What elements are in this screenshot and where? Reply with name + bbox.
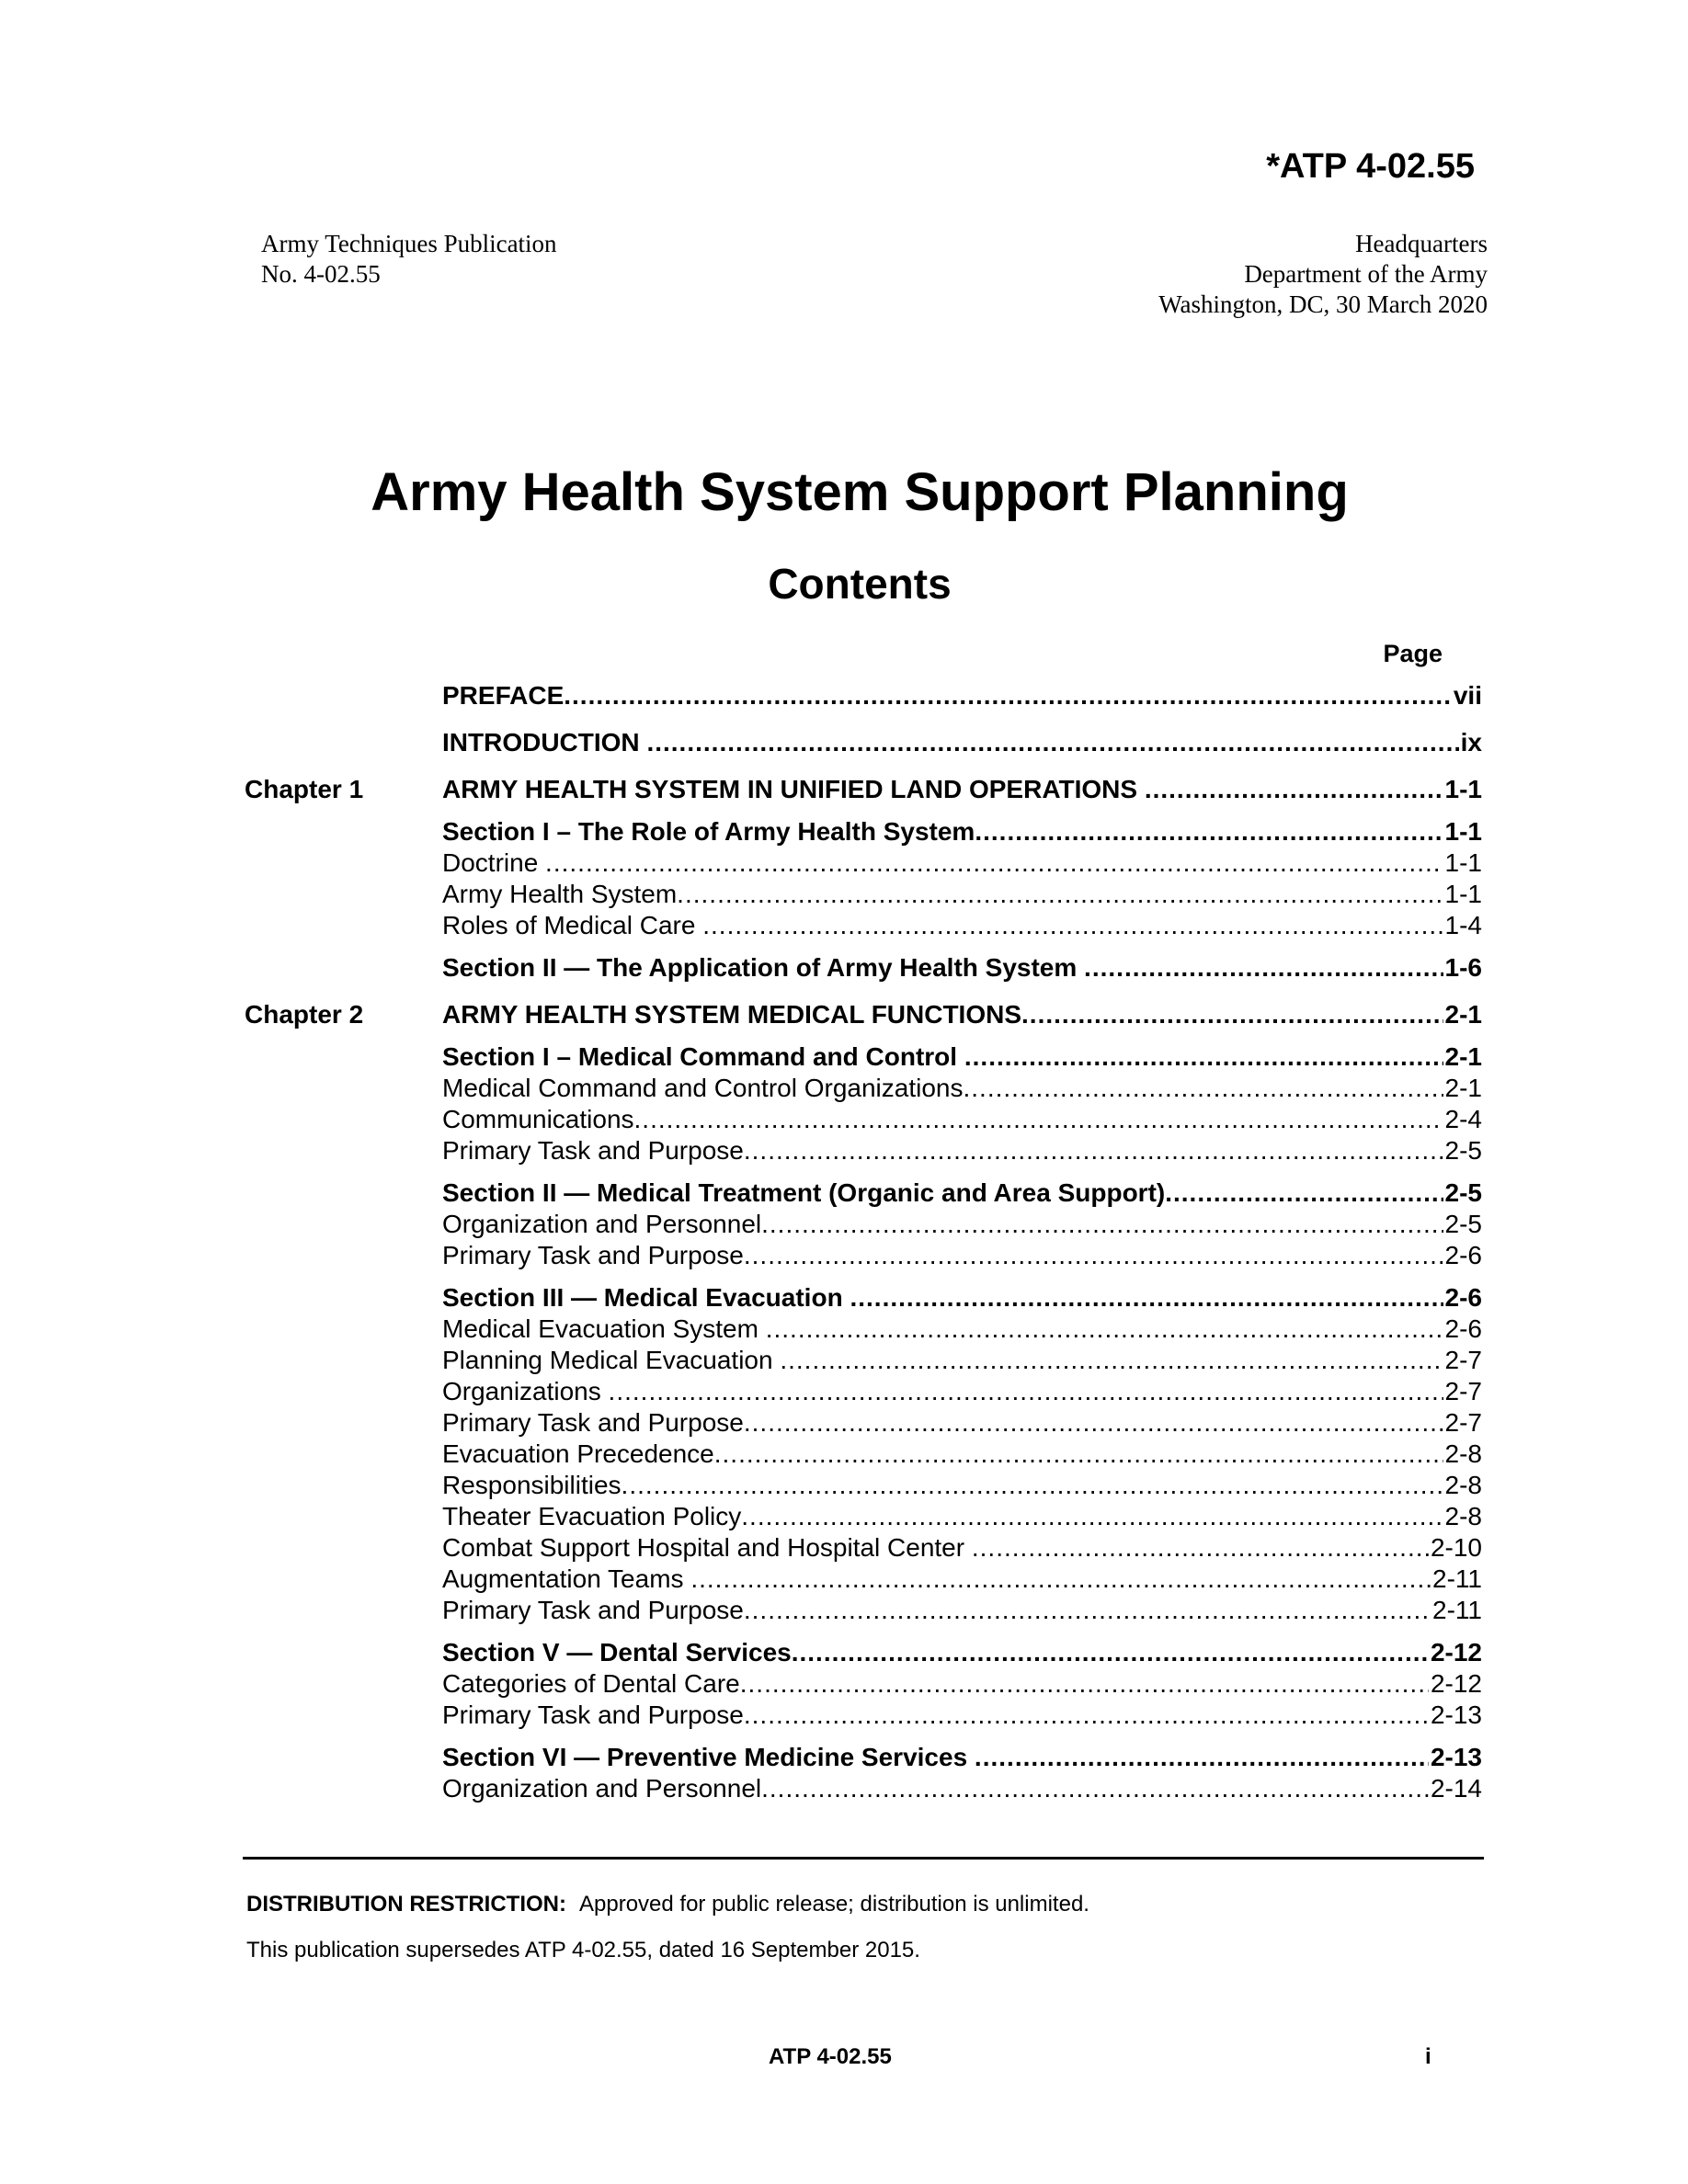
- toc-entry-line: [442, 680, 1482, 711]
- dot-leader: [1145, 774, 1443, 805]
- dot-leader: [714, 1439, 1443, 1470]
- toc-entry-page: ix: [1460, 728, 1482, 756]
- toc-entry[interactable]: [245, 879, 1482, 910]
- toc-entry[interactable]: [245, 1135, 1482, 1166]
- document-title: Army Health System Support Planning: [371, 462, 1349, 522]
- toc-entry-line: [442, 1407, 1482, 1439]
- toc-entry-page: 2-12: [1430, 1638, 1482, 1666]
- toc-entry-line: [442, 816, 1482, 847]
- toc-entry-title: Primary Task and Purpose: [442, 1701, 744, 1729]
- toc-entry-title: Planning Medical Evacuation: [442, 1346, 781, 1374]
- dot-leader: [609, 1376, 1443, 1407]
- toc-entry-page: 2-5: [1444, 1210, 1482, 1238]
- toc-entry-page: 2-8: [1444, 1471, 1482, 1499]
- toc-entry-line: [442, 1668, 1482, 1700]
- chapter-label: Chapter 2: [245, 1000, 364, 1029]
- toc-entry[interactable]: [245, 1209, 1482, 1240]
- toc-entry-page: 1-1: [1444, 817, 1482, 846]
- toc-entry-line: [442, 879, 1482, 910]
- distribution-label: DISTRIBUTION RESTRICTION:: [246, 1892, 566, 1917]
- toc-entry-title: Combat Support Hospital and Hospital Center: [442, 1533, 972, 1562]
- dot-leader: [964, 1073, 1443, 1104]
- dot-leader: [766, 1314, 1443, 1345]
- toc-entry-line: [442, 1439, 1482, 1470]
- toc-heading-entry[interactable]: [245, 816, 1482, 847]
- dot-leader: [792, 1637, 1429, 1668]
- toc-entry-line: [442, 1742, 1482, 1773]
- dot-leader: [741, 1501, 1443, 1532]
- toc-entry-page: 2-10: [1430, 1533, 1482, 1562]
- toc-entry-page: 2-14: [1430, 1774, 1482, 1803]
- toc-entry[interactable]: [245, 1501, 1482, 1532]
- chapter-label: Chapter 1: [245, 775, 364, 803]
- dot-leader: [744, 1240, 1443, 1271]
- dot-leader: [975, 1742, 1429, 1773]
- dot-leader: [761, 1773, 1429, 1804]
- dot-leader: [677, 879, 1443, 910]
- issuer-block: [1158, 229, 1488, 320]
- toc-entry-title: Responsibilities: [442, 1471, 622, 1499]
- toc-entry[interactable]: [245, 1240, 1482, 1271]
- dot-leader: [744, 1700, 1429, 1731]
- toc-entry-title: Primary Task and Purpose: [442, 1408, 744, 1437]
- toc-heading-entry[interactable]: [245, 1041, 1482, 1073]
- toc-entry-page: 1-1: [1444, 880, 1482, 908]
- dot-leader: [1165, 1177, 1443, 1209]
- toc-entry-title: Section I – Medical Command and Control: [442, 1042, 964, 1071]
- toc-entry[interactable]: [245, 1470, 1482, 1501]
- dot-leader: [761, 1209, 1443, 1240]
- toc-entry-page: 2-11: [1432, 1596, 1482, 1624]
- toc-entry-title: Section VI — Preventive Medicine Services: [442, 1743, 975, 1771]
- toc-entry-title: Medical Command and Control Organizations: [442, 1074, 964, 1102]
- toc-entry-line: [442, 1637, 1482, 1668]
- toc-entry-line: [442, 1564, 1482, 1595]
- toc-entry-title: Theater Evacuation Policy: [442, 1502, 742, 1530]
- toc-entry-title: INTRODUCTION: [442, 728, 647, 756]
- dot-leader: [564, 680, 1452, 711]
- toc-entry-title: Primary Task and Purpose: [442, 1136, 744, 1165]
- toc-entry-title: Section I – The Role of Army Health System: [442, 817, 975, 846]
- divider-rule: [243, 1857, 1484, 1860]
- toc-heading-entry[interactable]: [245, 727, 1482, 758]
- toc-entry[interactable]: [245, 1564, 1482, 1595]
- toc-entry-title: Section III — Medical Evacuation: [442, 1283, 850, 1312]
- toc-entry-line: [442, 1595, 1482, 1626]
- toc-entry-title: Section V — Dental Services: [442, 1638, 792, 1666]
- toc-entry-page: 2-7: [1444, 1346, 1482, 1374]
- publication-number: No. 4-02.55: [261, 260, 381, 288]
- toc-entry[interactable]: [245, 1773, 1482, 1804]
- issuer-department: Department of the Army: [1244, 260, 1488, 288]
- toc-entry-line: [442, 1073, 1482, 1104]
- toc-entry-line: [442, 1240, 1482, 1271]
- toc-entry-line: [442, 1314, 1482, 1345]
- dot-leader: [740, 1668, 1429, 1700]
- toc-entry-page: vii: [1453, 681, 1482, 710]
- toc-entry[interactable]: [245, 1700, 1482, 1731]
- publication-type: Army Techniques Publication: [261, 230, 557, 257]
- toc-entry-page: 2-6: [1444, 1314, 1482, 1343]
- dot-leader: [975, 816, 1443, 847]
- toc-entry-page: 1-1: [1444, 775, 1482, 803]
- toc-entry-line: [442, 1501, 1482, 1532]
- toc-entry-page: 2-1: [1444, 1074, 1482, 1102]
- toc-entry[interactable]: [245, 847, 1482, 879]
- toc-entry-page: 2-5: [1444, 1178, 1482, 1207]
- toc-entry-title: Augmentation Teams: [442, 1564, 691, 1593]
- toc-entry-page: 2-5: [1444, 1136, 1482, 1165]
- toc-entry-page: 2-13: [1430, 1701, 1482, 1729]
- toc-entry-line: [442, 1177, 1482, 1209]
- toc-entry-page: 1-6: [1444, 953, 1482, 982]
- issuer-location-date: Washington, DC, 30 March 2020: [1158, 290, 1488, 318]
- dot-leader: [744, 1135, 1443, 1166]
- toc-entry-page: 2-13: [1430, 1743, 1482, 1771]
- toc-entry-page: 2-8: [1444, 1439, 1482, 1468]
- contents-heading: Contents: [768, 560, 952, 608]
- dot-leader: [744, 1407, 1443, 1439]
- toc-entry[interactable]: [245, 910, 1482, 941]
- toc-entry-line: [442, 1135, 1482, 1166]
- toc-entry-title: Section II — Medical Treatment (Organic and Area Support): [442, 1178, 1166, 1207]
- toc-entry[interactable]: [245, 1595, 1482, 1626]
- toc-entry[interactable]: [245, 1407, 1482, 1439]
- dot-leader: [972, 1532, 1429, 1564]
- toc-entry[interactable]: [245, 1668, 1482, 1700]
- dot-leader: [1084, 952, 1443, 984]
- toc-entry-line: [442, 1470, 1482, 1501]
- toc-entry-title: Primary Task and Purpose: [442, 1241, 744, 1269]
- footer-page-number: i: [1425, 2044, 1431, 2069]
- toc-entry-page: 2-11: [1432, 1564, 1482, 1593]
- toc-heading-entry[interactable]: [245, 680, 1482, 711]
- toc-entry[interactable]: [245, 1073, 1482, 1104]
- publication-identifier: [261, 229, 557, 290]
- toc-entry-page: 1-1: [1444, 848, 1482, 877]
- toc-entry-line: [442, 1209, 1482, 1240]
- toc-entry-title: Evacuation Precedence: [442, 1439, 714, 1468]
- dot-leader: [545, 847, 1443, 879]
- toc-entry-page: 2-1: [1444, 1000, 1482, 1029]
- toc-entry-title: Organizations: [442, 1377, 609, 1405]
- toc-entry[interactable]: [245, 1376, 1482, 1407]
- toc-entry-page: 2-6: [1444, 1241, 1482, 1269]
- dot-leader: [780, 1345, 1443, 1376]
- toc-entry-line: [442, 1345, 1482, 1376]
- toc-entry-title: Organization and Personnel: [442, 1210, 762, 1238]
- toc-entry-title: ARMY HEALTH SYSTEM MEDICAL FUNCTIONS: [442, 1000, 1022, 1029]
- toc-entry[interactable]: [245, 1104, 1482, 1135]
- toc-entry-line: [442, 1700, 1482, 1731]
- dot-leader: [1021, 999, 1443, 1030]
- toc-entry-line: [442, 1282, 1482, 1314]
- toc-heading-entry[interactable]: [245, 999, 1482, 1030]
- toc-entry-line: [442, 952, 1482, 984]
- toc-entry-title: PREFACE: [442, 681, 565, 710]
- toc-entry[interactable]: [245, 1314, 1482, 1345]
- toc-entry-line: [442, 847, 1482, 879]
- supersedes-notice: This publication supersedes ATP 4-02.55, dated 16 September 2015.: [246, 1938, 920, 1962]
- toc-entry-title: Doctrine: [442, 848, 546, 877]
- toc-heading-entry[interactable]: [245, 952, 1482, 984]
- toc-entry-line: [442, 774, 1482, 805]
- toc-heading-entry[interactable]: [245, 1177, 1482, 1209]
- toc-entry-line: [442, 910, 1482, 941]
- toc-entry-line: [442, 999, 1482, 1030]
- dot-leader: [622, 1470, 1443, 1501]
- toc-entry-line: [442, 727, 1482, 758]
- document-number: *ATP 4-02.55: [1266, 147, 1475, 186]
- toc-entry-page: 2-12: [1430, 1669, 1482, 1698]
- toc-entry-title: Organization and Personnel: [442, 1774, 762, 1803]
- toc-entry[interactable]: [245, 1345, 1482, 1376]
- toc-entry-title: Categories of Dental Care: [442, 1669, 740, 1698]
- toc-entry-title: Section II — The Application of Army Health System: [442, 953, 1085, 982]
- table-of-contents: [245, 680, 1482, 1804]
- toc-entry-title: Army Health System: [442, 880, 678, 908]
- toc-entry-line: [442, 1376, 1482, 1407]
- distribution-text: Approved for public release; distribution is unlimited.: [579, 1892, 1089, 1917]
- dot-leader: [634, 1104, 1443, 1135]
- toc-entry-page: 2-7: [1444, 1408, 1482, 1437]
- toc-entry-title: ARMY HEALTH SYSTEM IN UNIFIED LAND OPERATIONS: [442, 775, 1145, 803]
- dot-leader: [646, 727, 1458, 758]
- toc-entry-title: Medical Evacuation System: [442, 1314, 766, 1343]
- dot-leader: [702, 910, 1443, 941]
- dot-leader: [850, 1282, 1443, 1314]
- toc-entry-page: 2-4: [1444, 1105, 1482, 1133]
- toc-entry-line: [442, 1532, 1482, 1564]
- toc-entry-line: [442, 1041, 1482, 1073]
- toc-entry-line: [442, 1104, 1482, 1135]
- toc-entry-page: 1-4: [1444, 911, 1482, 939]
- toc-heading-entry[interactable]: [245, 1637, 1482, 1668]
- toc-entry-title: Roles of Medical Care: [442, 911, 703, 939]
- toc-entry-page: 2-8: [1444, 1502, 1482, 1530]
- dot-leader: [690, 1564, 1431, 1595]
- toc-entry[interactable]: [245, 1532, 1482, 1564]
- toc-entry-line: [442, 1773, 1482, 1804]
- page-column-label: Page: [1383, 640, 1443, 667]
- toc-entry[interactable]: [245, 1439, 1482, 1470]
- toc-entry-page: 2-1: [1444, 1042, 1482, 1071]
- toc-heading-entry[interactable]: [245, 1282, 1482, 1314]
- toc-entry-title: Communications: [442, 1105, 634, 1133]
- dot-leader: [964, 1041, 1443, 1073]
- distribution-restriction: [246, 1892, 1089, 1917]
- toc-heading-entry[interactable]: [245, 1742, 1482, 1773]
- toc-heading-entry[interactable]: [245, 774, 1482, 805]
- footer-document-id: ATP 4-02.55: [769, 2044, 892, 2069]
- toc-entry-page: 2-6: [1444, 1283, 1482, 1312]
- toc-entry-page: 2-7: [1444, 1377, 1482, 1405]
- issuer-headquarters: Headquarters: [1355, 230, 1488, 257]
- dot-leader: [744, 1595, 1431, 1626]
- toc-entry-title: Primary Task and Purpose: [442, 1596, 744, 1624]
